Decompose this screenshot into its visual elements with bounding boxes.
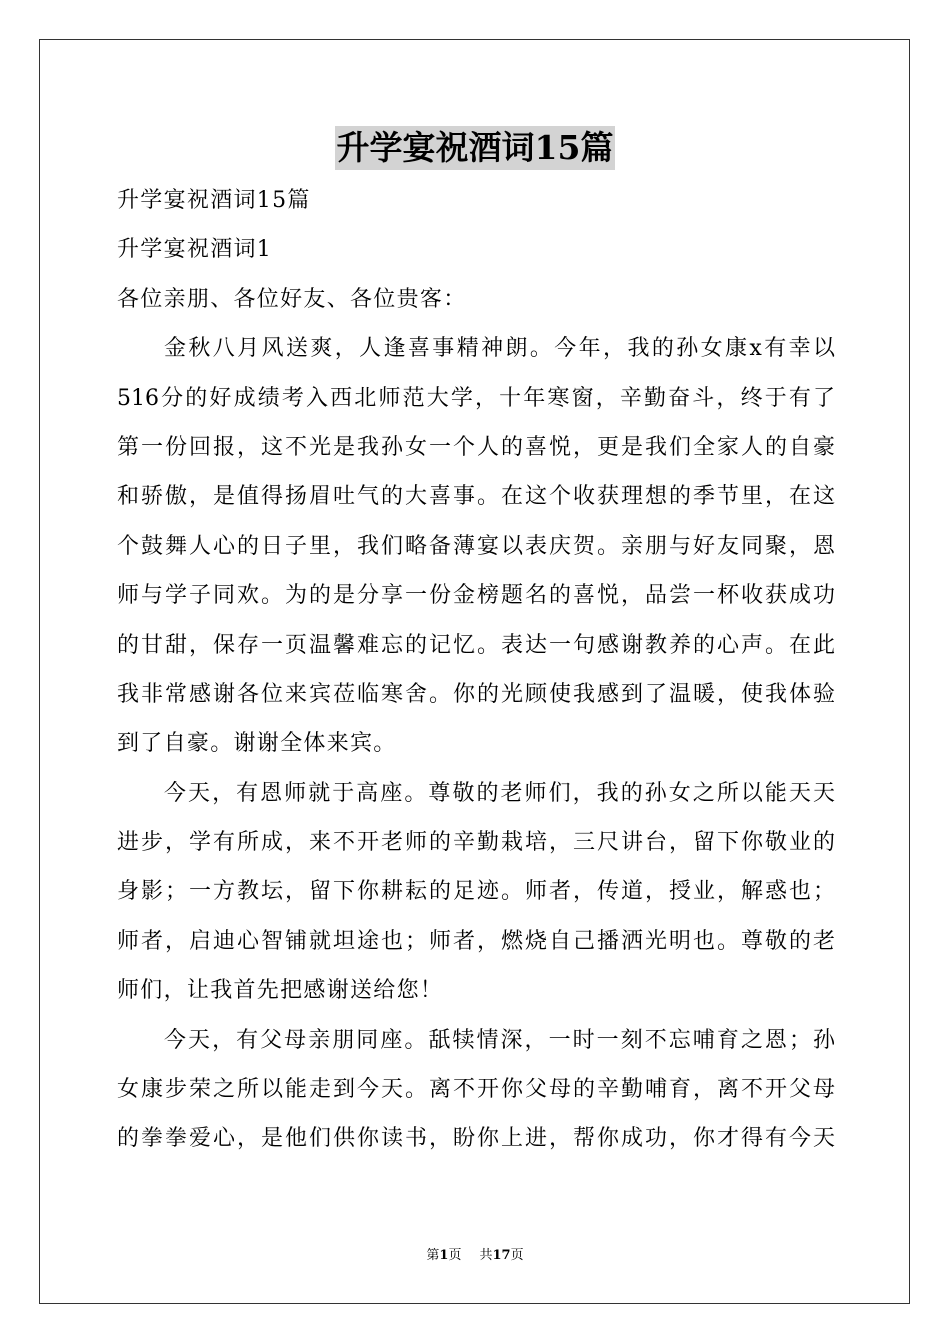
total-pages: 17: [492, 1248, 511, 1263]
paragraph-first-line: 今天，有父母亲朋同座。舐犊情深，一时一刻不忘哺育之恩；孙: [164, 1027, 835, 1053]
text-line: 和骄傲，是值得扬眉吐气的大喜事。在这个收获理想的季节里，在这: [117, 484, 835, 510]
title-container: [0, 126, 950, 170]
page-suffix: 页: [448, 1248, 462, 1263]
text-line: 第一份回报，这不光是我孙女一个人的喜悦，更是我们全家人的自豪: [117, 434, 835, 460]
page-prefix: 第: [426, 1248, 440, 1263]
paragraph-first-line: 金秋八月风送爽，人逢喜事精神朗。今年，我的孙女康x有幸以: [164, 336, 835, 362]
text-line: 女康步荣之所以能走到今天。离不开你父母的辛勤哺育，离不开父母: [117, 1077, 835, 1103]
total-prefix: 共: [479, 1248, 493, 1263]
text-line: 升学宴祝酒词15篇: [117, 188, 311, 213]
text-line: 进步，学有所成，来不开老师的辛勤栽培，三尺讲台，留下你敬业的: [117, 830, 835, 856]
document-body: [117, 176, 835, 1164]
text-line: 各位亲朋、各位好友、各位贵客：: [117, 286, 467, 312]
text-line: 我非常感谢各位来宾莅临寒舍。你的光顾使我感到了温暖，使我体验: [117, 681, 835, 707]
text-line: 师与学子同欢。为的是分享一份金榜题名的喜悦，品尝一杯收获成功: [117, 583, 835, 609]
page-footer: [0, 1246, 950, 1266]
text-line: 身影；一方教坛，留下你耕耘的足迹。师者，传道，授业，解惑也；: [117, 879, 835, 905]
total-suffix: 页: [510, 1248, 524, 1263]
text-line: 个鼓舞人心的日子里，我们略备薄宴以表庆贺。亲朋与好友同聚，恩: [117, 533, 835, 559]
paragraph-last-line: 到了自豪。谢谢全体来宾。: [117, 731, 397, 757]
paragraph-last-line: 师们，让我首先把感谢送给您！: [117, 978, 444, 1004]
text-line: 的甘甜，保存一页温馨难忘的记忆。表达一句感谢教养的心声。在此: [117, 632, 835, 658]
text-line: 师者，启迪心智铺就坦途也；师者，燃烧自己播洒光明也。尊敬的老: [117, 928, 835, 954]
paragraph-first-line: 今天，有恩师就于高座。尊敬的老师们，我的孙女之所以能天天: [164, 780, 835, 806]
page-number: 1: [439, 1248, 449, 1263]
document-title: 升学宴祝酒词15篇: [335, 126, 616, 170]
text-line: 516分的好成绩考入西北师范大学，十年寒窗，辛勤奋斗，终于有了: [117, 385, 835, 411]
text-line: 升学宴祝酒词1: [117, 237, 273, 263]
text-line: 的拳拳爱心，是他们供你读书，盼你上进，帮你成功，你才得有今天: [117, 1126, 835, 1152]
